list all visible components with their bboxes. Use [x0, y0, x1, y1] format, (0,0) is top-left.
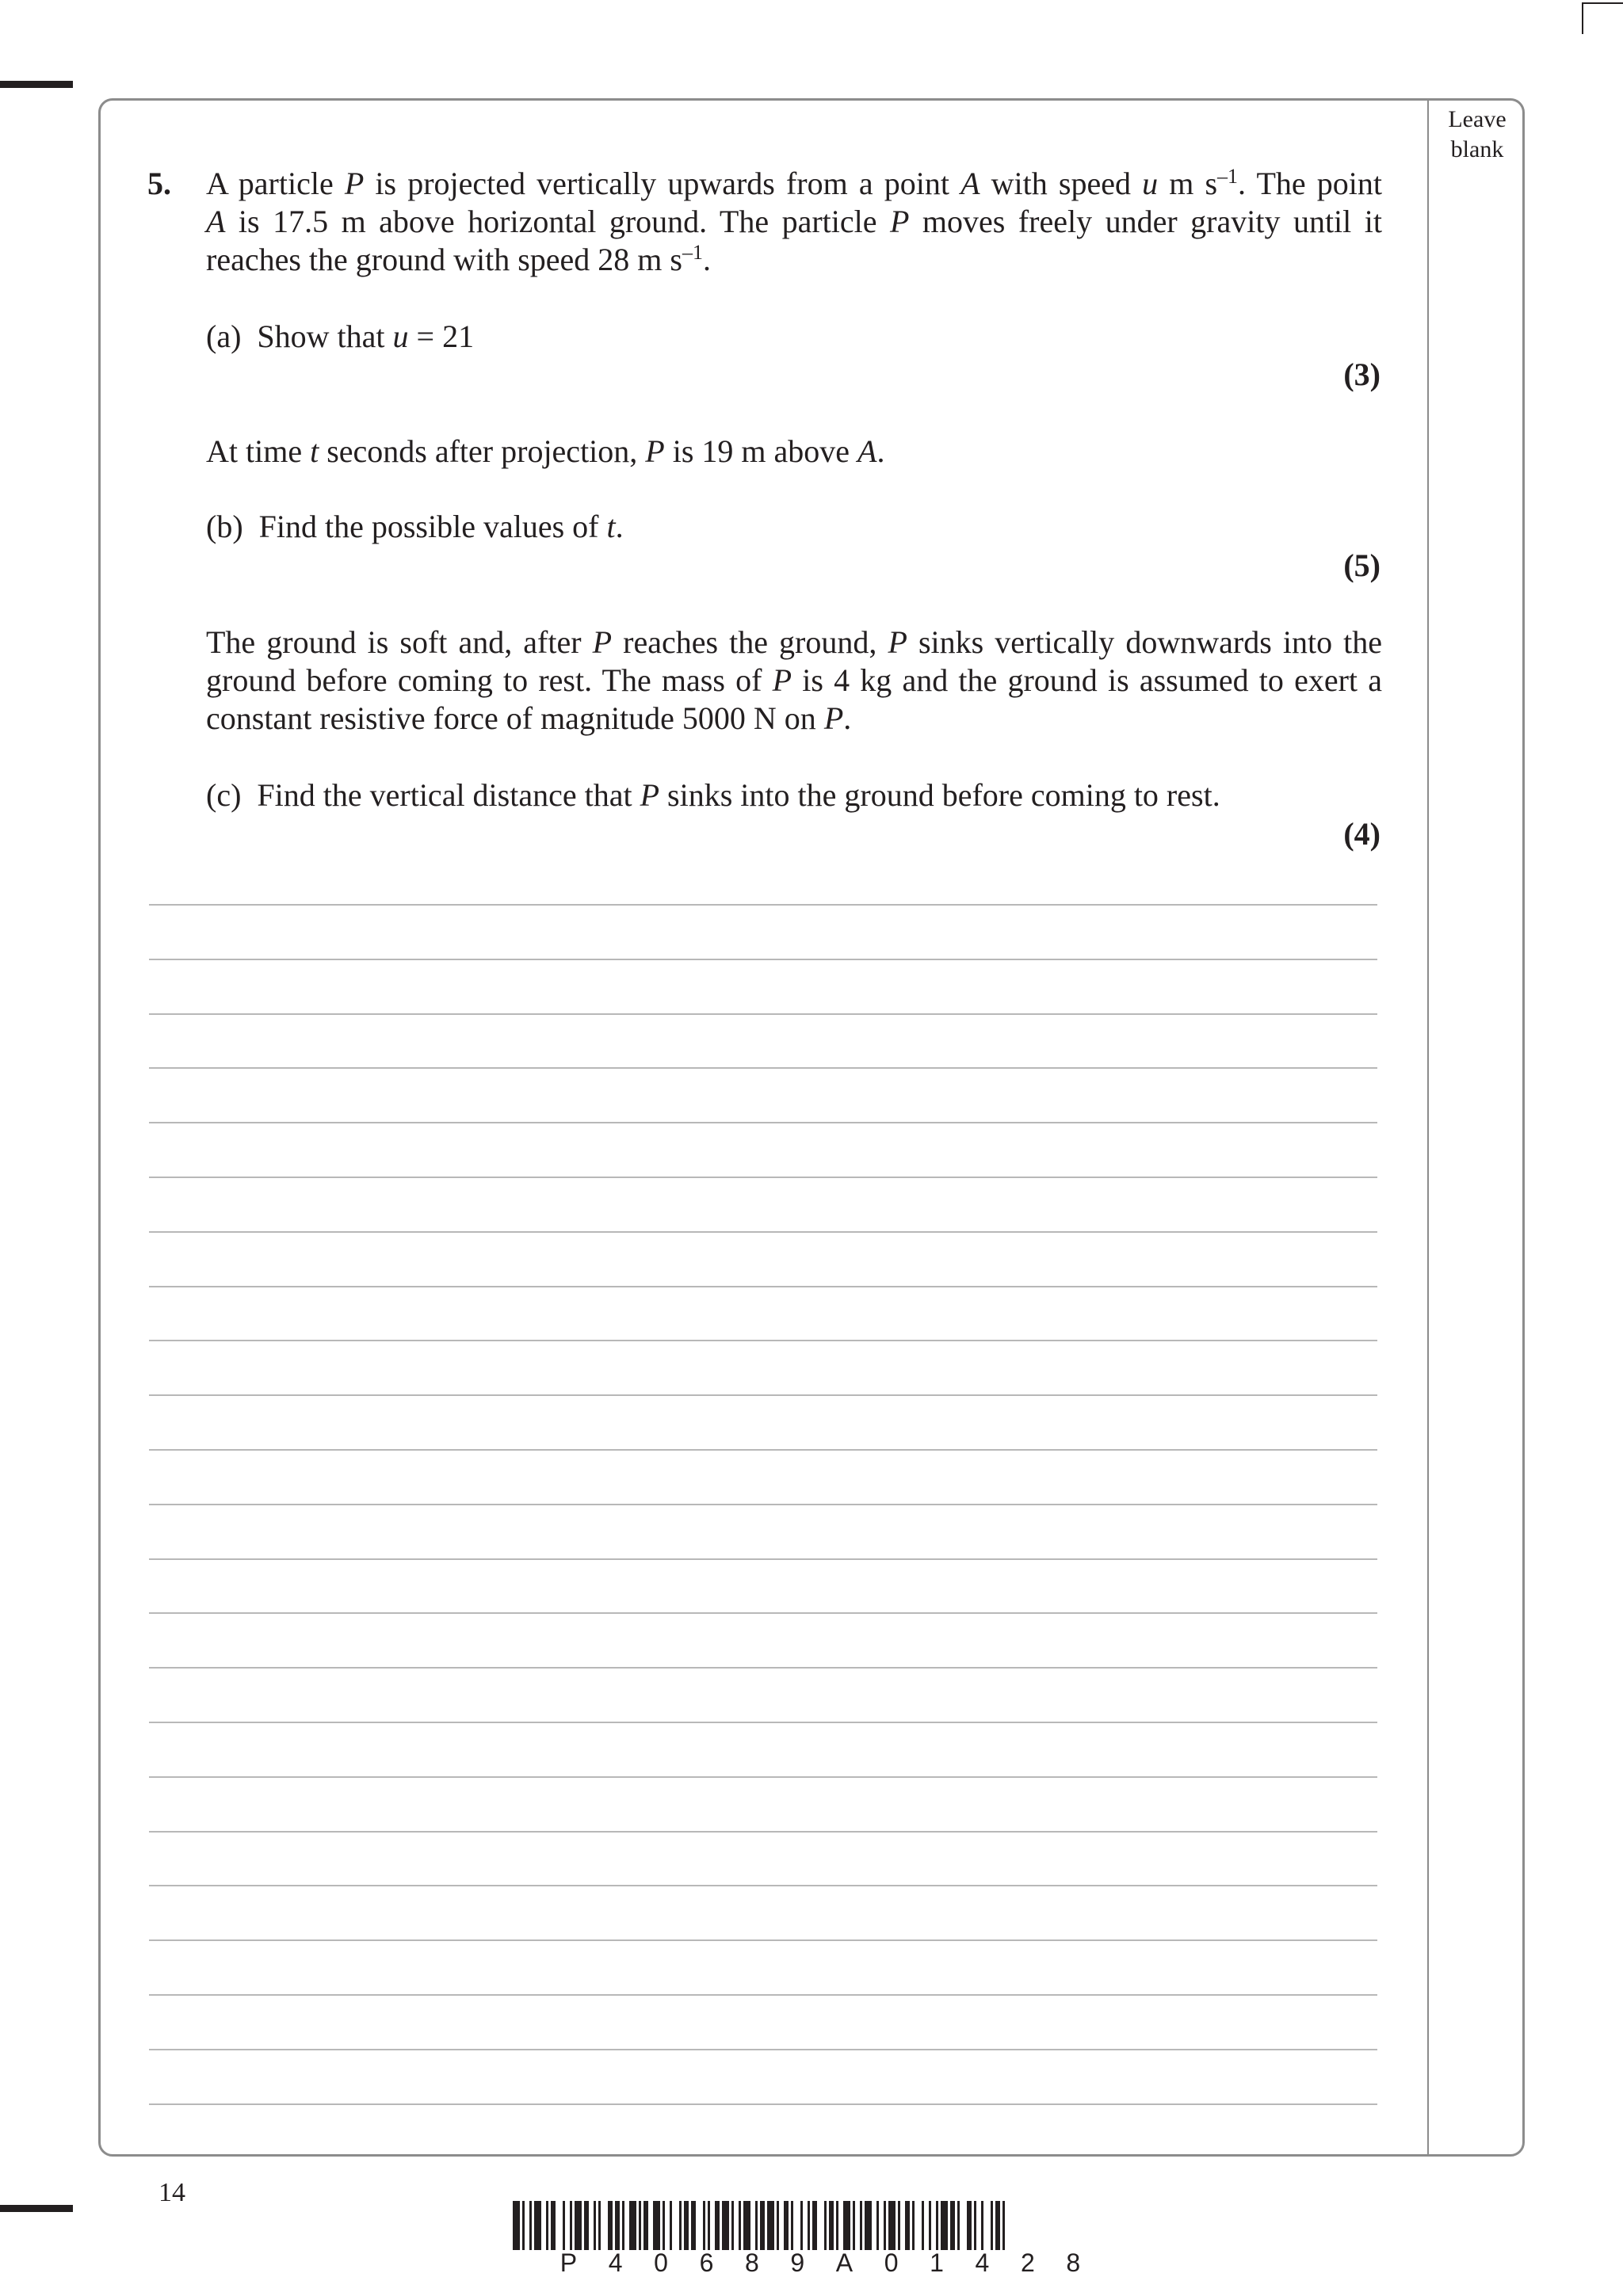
barcode-bar: [950, 2201, 955, 2250]
barcode-bar: [608, 2201, 613, 2250]
barcode-bar: [929, 2201, 931, 2250]
barcode-bar: [760, 2201, 765, 2250]
barcode-bar: [860, 2201, 862, 2250]
barcode-char: 1: [930, 2248, 944, 2277]
barcode-bar: [529, 2201, 532, 2250]
barcode-bar: [684, 2201, 689, 2250]
barcode-bar: [967, 2201, 972, 2250]
barcode-bar: [708, 2201, 710, 2250]
barcode-bar: [570, 2201, 572, 2250]
part-c: (c) Find the vertical distance that P sinks into the ground before coming to rest.: [206, 777, 1220, 813]
barcode-bar: [743, 2201, 750, 2250]
barcode-bar: [691, 2201, 696, 2250]
answer-line: [149, 1177, 1377, 1178]
barcode-bar: [922, 2201, 924, 2250]
stem-c-line-3: constant resistive force of magnitude 5000 N on P.: [206, 700, 852, 736]
intro-line-1: A particle P is projected vertically upwards from a point A with speed u m $s^{-1}$. The point: [206, 165, 1382, 201]
answer-line: [149, 1231, 1377, 1233]
barcode-char: 8: [1066, 2248, 1081, 2277]
barcode-char: 9: [790, 2248, 805, 2277]
crop-mark-top-right-v: [1582, 2, 1583, 34]
barcode: [513, 2201, 1128, 2250]
barcode-bar: [829, 2201, 834, 2250]
barcode-bar: [679, 2201, 682, 2250]
barcode-bar: [991, 2201, 993, 2250]
barcode-bar: [981, 2201, 983, 2250]
barcode-bar: [575, 2201, 582, 2250]
barcode-bar: [865, 2201, 872, 2250]
answer-line: [149, 1831, 1377, 1833]
answer-line: [149, 1286, 1377, 1287]
answer-line: [149, 2049, 1377, 2050]
intro-line-2: A is 17.5 m above horizontal ground. The particle P moves freely under gravity until it: [206, 204, 1382, 239]
barcode-char: 0: [654, 2248, 668, 2277]
answer-line: [149, 1885, 1377, 1886]
barcode-char: A: [835, 2248, 854, 2277]
page-number: 14: [158, 2178, 185, 2207]
answer-line: [149, 904, 1377, 906]
answer-frame: [98, 98, 1525, 2157]
crop-mark-bottom-left: [0, 2205, 73, 2212]
answer-line: [149, 959, 1377, 960]
barcode-bar: [800, 2201, 803, 2250]
stem-c-line-2: ground before coming to rest. The mass of P is 4 kg and the ground is assumed to exert a: [206, 662, 1382, 698]
barcode-bar: [755, 2201, 758, 2250]
barcode-bar: [767, 2201, 774, 2250]
barcode-bar: [534, 2201, 541, 2250]
part-a: (a) Show that u = 21: [206, 318, 475, 354]
barcode-bar: [615, 2201, 620, 2250]
barcode-char: 4: [608, 2248, 623, 2277]
margin-divider: [1427, 98, 1429, 2157]
stem-c: [206, 624, 1382, 738]
barcode-bar: [957, 2201, 960, 2250]
barcode-bar: [522, 2201, 525, 2250]
answer-line: [149, 1340, 1377, 1341]
barcode-bar: [812, 2201, 817, 2250]
barcode-bar: [513, 2201, 520, 2250]
barcode-bar: [715, 2201, 720, 2250]
barcode-bar: [884, 2201, 886, 2250]
barcode-bar: [722, 2201, 729, 2250]
barcode-bar: [731, 2201, 734, 2250]
stem-c-line-1: The ground is soft and, after P reaches the ground, P sinks vertically downwards into the: [206, 624, 1383, 660]
answer-line: [149, 1667, 1377, 1669]
barcode-bar: [594, 2201, 596, 2250]
answer-line: [149, 1394, 1377, 1396]
answer-line: [149, 1449, 1377, 1451]
barcode-bar: [584, 2201, 589, 2250]
barcode-bar: [853, 2201, 855, 2250]
barcode-bar: [888, 2201, 896, 2250]
part-a-marks: (3): [1343, 357, 1381, 392]
question-number: 5.: [147, 166, 171, 201]
barcode-bar: [808, 2201, 810, 2250]
barcode-bar: [777, 2201, 779, 2250]
intro-line-3: reaches the ground with speed 28 m $s^{-1}$.: [206, 241, 711, 277]
barcode-text: [513, 2248, 1128, 2278]
barcode-char: 6: [699, 2248, 714, 2277]
barcode-bar: [739, 2201, 741, 2250]
barcode-bar: [1002, 2201, 1005, 2250]
barcode-bar: [876, 2201, 879, 2250]
barcode-bar: [703, 2201, 705, 2250]
barcode-bar: [670, 2201, 672, 2250]
barcode-bar: [639, 2201, 641, 2250]
barcode-bar: [974, 2201, 976, 2250]
part-c-marks: (4): [1343, 816, 1381, 852]
barcode-bar: [622, 2201, 624, 2250]
answer-line: [149, 1612, 1377, 1614]
barcode-bar: [824, 2201, 827, 2250]
answer-line: [149, 1939, 1377, 1941]
barcode-char: 0: [884, 2248, 899, 2277]
barcode-bar: [653, 2201, 660, 2250]
part-b-marks: (5): [1343, 547, 1381, 583]
barcode-bar: [563, 2201, 565, 2250]
barcode-bar: [791, 2201, 793, 2250]
answer-line: [149, 1722, 1377, 1723]
answer-line: [149, 1776, 1377, 1778]
answer-line: [149, 1122, 1377, 1123]
barcode-bar: [936, 2201, 938, 2250]
answer-line: [149, 1504, 1377, 1505]
barcode-bar: [843, 2201, 850, 2250]
stem-b: At time t seconds after projection, P is 19 m above A.: [206, 433, 885, 469]
barcode-bar: [598, 2201, 601, 2250]
part-b: (b) Find the possible values of t.: [206, 509, 624, 544]
answer-line: [149, 1013, 1377, 1015]
barcode-bar: [912, 2201, 915, 2250]
answer-line: [149, 1558, 1377, 1560]
leave-blank-label: Leave blank: [1448, 106, 1507, 162]
barcode-bar: [784, 2201, 789, 2250]
barcode-bar: [546, 2201, 548, 2250]
crop-mark-top-left: [0, 81, 73, 88]
barcode-bar: [643, 2201, 648, 2250]
barcode-bar: [995, 2201, 1000, 2250]
answer-line: [149, 1994, 1377, 1996]
barcode-char: 4: [975, 2248, 990, 2277]
barcode-char: P: [559, 2248, 578, 2277]
answer-line: [149, 2103, 1377, 2105]
barcode-bar: [551, 2201, 556, 2250]
barcode-bar: [663, 2201, 665, 2250]
barcode-bar: [836, 2201, 838, 2250]
question-intro: [206, 165, 1382, 279]
barcode-bar: [629, 2201, 636, 2250]
barcode-bar: [905, 2201, 910, 2250]
barcode-char: 2: [1020, 2248, 1035, 2277]
barcode-bar: [898, 2201, 900, 2250]
answer-line: [149, 1067, 1377, 1069]
barcode-bar: [941, 2201, 948, 2250]
barcode-char: 8: [744, 2248, 759, 2277]
crop-mark-top-right-h: [1582, 2, 1623, 4]
